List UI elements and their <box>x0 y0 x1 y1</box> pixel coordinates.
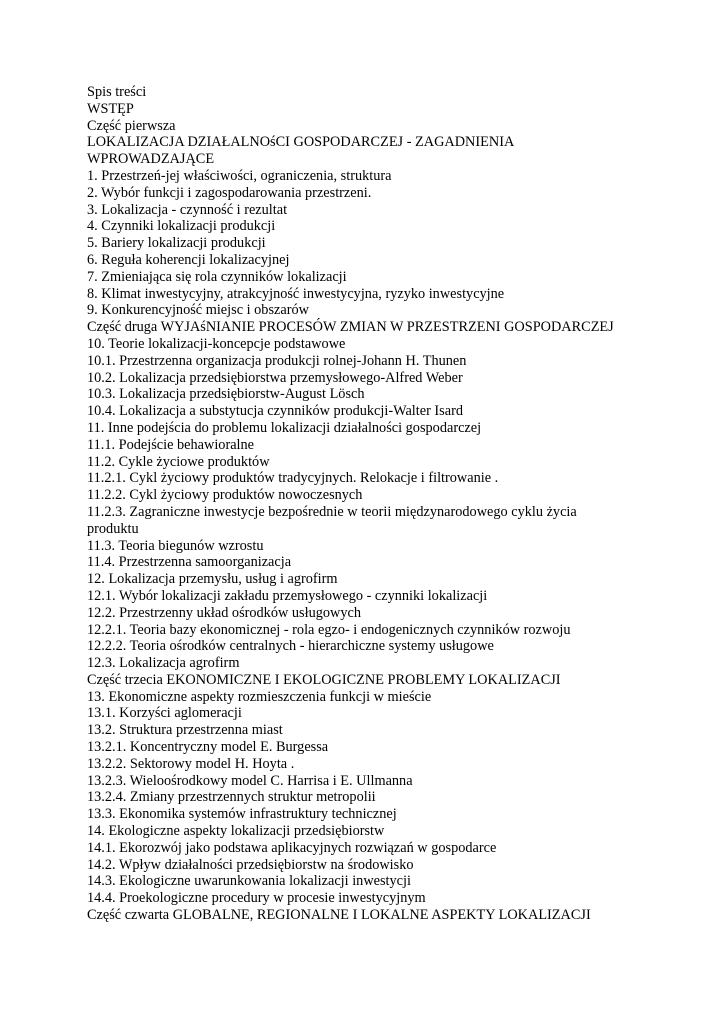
toc-entry: 11.2.1. Cykl życiowy produktów tradycyjnych. Relokacje i filtrowanie . <box>87 470 499 487</box>
part-four-heading: Część czwarta GLOBALNE, REGIONALNE I LOKALNE ASPEKTY LOKALIZACJI <box>87 907 591 924</box>
part-one-label: Część pierwsza <box>87 117 176 134</box>
part-three-heading: Część trzecia EKONOMICZNE I EKOLOGICZNE PROBLEMY LOKALIZACJI <box>87 671 561 688</box>
toc-entry: 13.2.3. Wieloośrodkowy model C. Harrisa i E. Ullmanna <box>87 772 413 789</box>
toc-entry: 12.2.2. Teoria ośrodków centralnych - hierarchiczne systemy usługowe <box>87 638 494 655</box>
toc-entry: 2. Wybór funkcji i zagospodarowania przestrzeni. <box>87 184 372 201</box>
part-two-heading: Część druga WYJAśNIANIE PROCESÓW ZMIAN W PRZESTRZENI GOSPODARCZEJ <box>87 319 614 336</box>
toc-entry: 10. Teorie lokalizacji-koncepcje podstawowe <box>87 335 346 352</box>
toc-entry: 11.4. Przestrzenna samoorganizacja <box>87 554 292 571</box>
toc-entry: 13.2. Struktura przestrzenna miast <box>87 722 283 739</box>
toc-entry: 14.2. Wpływ działalności przedsiębiorstw na środowisko <box>87 856 414 873</box>
toc-entry: 10.2. Lokalizacja przedsiębiorstwa przemysłowego-Alfred Weber <box>87 369 463 386</box>
toc-entry: 13.2.4. Zmiany przestrzennych struktur metropolii <box>87 789 376 806</box>
toc-entry: 14. Ekologiczne aspekty lokalizacji przedsiębiorstw <box>87 823 385 840</box>
part-one-title-line-2: WPROWADZAJĄCE <box>87 151 215 168</box>
toc-entry: 12.1. Wybór lokalizacji zakładu przemysłowego - czynniki lokalizacji <box>87 587 488 604</box>
part-one-title-line-1: LOKALIZACJA DZIAŁALNOśCI GOSPODARCZEJ - ZAGADNIENIA <box>87 134 515 151</box>
toc-entry: 12.2.1. Teoria bazy ekonomicznej - rola egzo- i endogenicznych czynników rozwoju <box>87 621 571 638</box>
toc-entry: 13.2.1. Koncentryczny model E. Burgessa <box>87 739 329 756</box>
toc-heading: Spis treści <box>87 84 147 100</box>
toc-entry: 13.3. Ekonomika systemów infrastruktury technicznej <box>87 806 397 823</box>
toc-entry: 11.2. Cykle życiowe produktów <box>87 453 270 470</box>
toc-entry: 12. Lokalizacja przemysłu, usług i agrofirm <box>87 571 338 588</box>
toc-entry: 9. Konkurencyjność miejsc i obszarów <box>87 302 309 319</box>
toc-entry: 11.1. Podejście behawioralne <box>87 436 255 453</box>
toc-entry-continuation: produktu <box>87 520 139 537</box>
toc-entry: 14.4. Proekologiczne procedury w procesie inwestycyjnym <box>87 890 426 907</box>
toc-entry: 7. Zmieniająca się rola czynników lokalizacji <box>87 268 347 285</box>
toc-entry: 10.4. Lokalizacja a substytucja czynników produkcji-Walter Isard <box>87 403 463 420</box>
toc-entry: 11.3. Teoria biegunów wzrostu <box>87 537 264 554</box>
toc-entry: 13.1. Korzyści aglomeracji <box>87 705 242 722</box>
toc-entry: 1. Przestrzeń-jej właściwości, ograniczenia, struktura <box>87 167 392 184</box>
toc-entry: 11. Inne podejścia do problemu lokalizacji działalności gospodarczej <box>87 419 482 436</box>
toc-entry-intro: WSTĘP <box>87 100 134 117</box>
toc-entry: 14.1. Ekorozwój jako podstawa aplikacyjnych rozwiązań w gospodarce <box>87 839 497 856</box>
toc-entry: 4. Czynniki lokalizacji produkcji <box>87 218 276 235</box>
toc-entry: 11.2.3. Zagraniczne inwestycje bezpośrednie w teorii międzynarodowego cyklu życia <box>87 503 577 520</box>
toc-entry: 12.3. Lokalizacja agrofirm <box>87 655 240 672</box>
toc-entry: 5. Bariery lokalizacji produkcji <box>87 235 266 252</box>
toc-entry: 3. Lokalizacja - czynność i rezultat <box>87 201 288 218</box>
toc-entry: 10.1. Przestrzenna organizacja produkcji rolnej-Johann H. Thunen <box>87 352 467 369</box>
toc-entry: 13. Ekonomiczne aspekty rozmieszczenia funkcji w mieście <box>87 688 432 705</box>
toc-entry: 12.2. Przestrzenny układ ośrodków usługowych <box>87 604 361 621</box>
toc-entry: 8. Klimat inwestycyjny, atrakcyjność inwestycyjna, ryzyko inwestycyjne <box>87 285 505 302</box>
toc-entry: 6. Reguła koherencji lokalizacyjnej <box>87 251 290 268</box>
toc-entry: 14.3. Ekologiczne uwarunkowania lokalizacji inwestycji <box>87 873 411 890</box>
table-of-contents <box>87 84 707 924</box>
toc-entry: 10.3. Lokalizacja przedsiębiorstw-August Lösch <box>87 386 365 403</box>
toc-entry: 13.2.2. Sektorowy model H. Hoyta . <box>87 755 295 772</box>
toc-entry: 11.2.2. Cykl życiowy produktów nowoczesnych <box>87 487 363 504</box>
